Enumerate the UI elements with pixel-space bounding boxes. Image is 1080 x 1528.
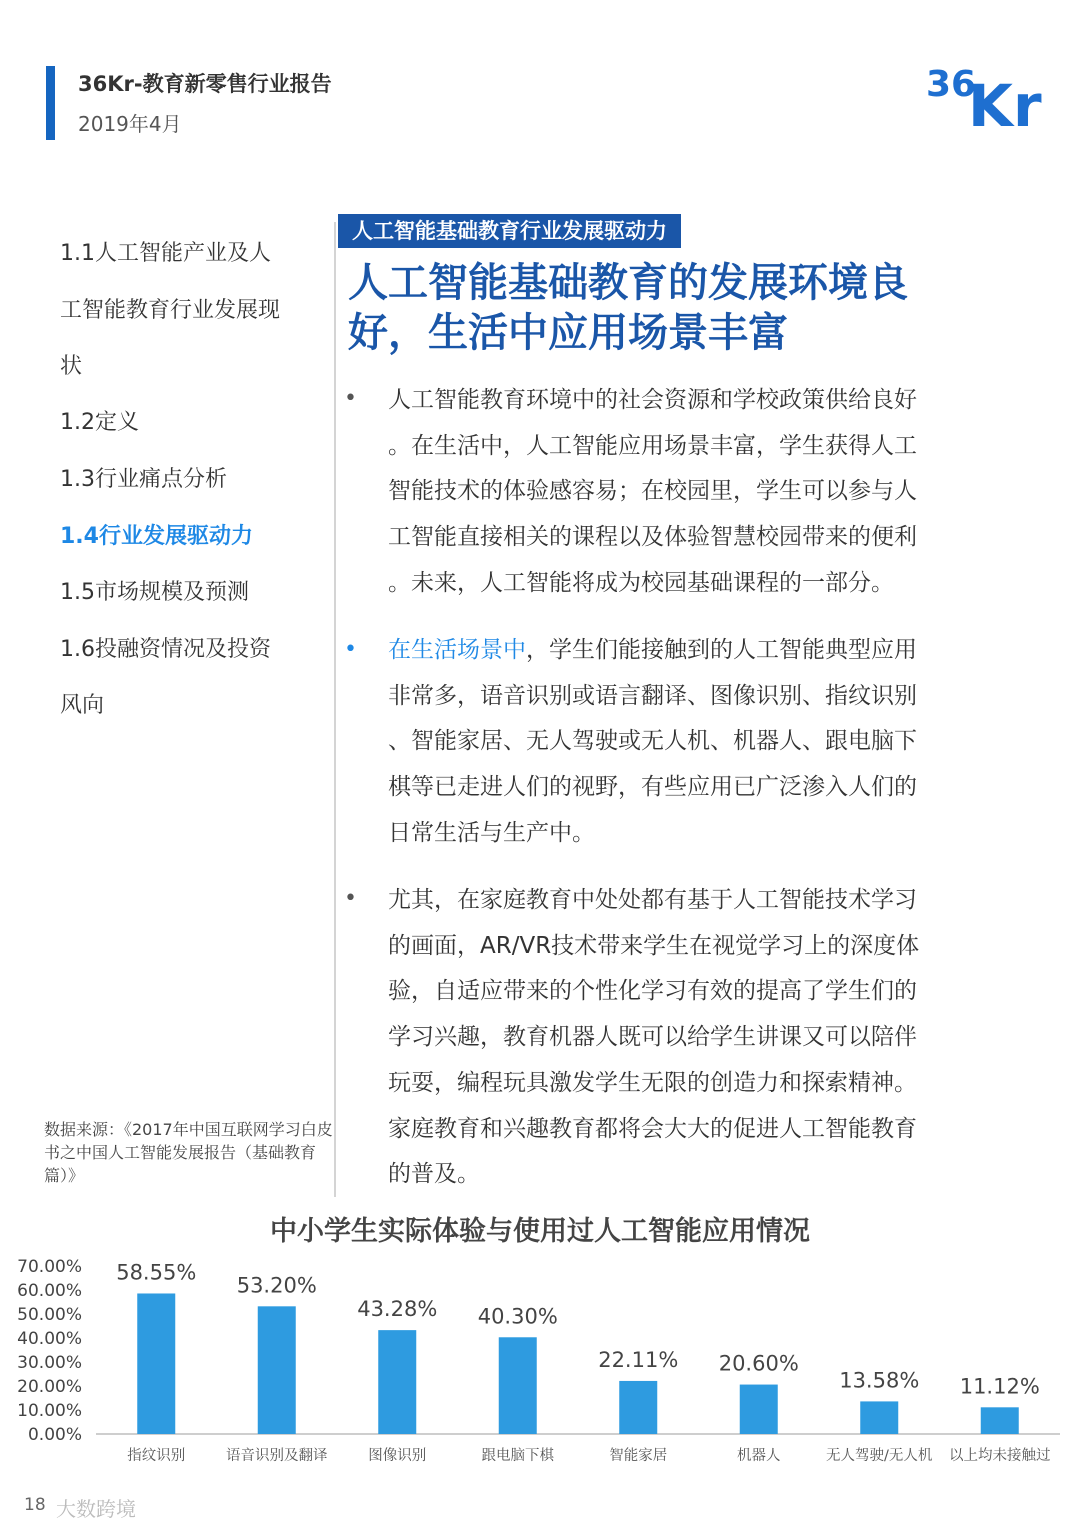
bullet-2-line: 日常生活与生产中。 bbox=[388, 819, 595, 846]
bar-value-label: 40.30% bbox=[477, 1304, 558, 1329]
toc-item[interactable]: 状 bbox=[60, 354, 83, 379]
bullet-2-line bbox=[388, 628, 980, 674]
y-axis-ticks bbox=[17, 1257, 82, 1445]
36kr-logo-icon bbox=[922, 58, 1042, 130]
category-label: 机器人 bbox=[737, 1448, 781, 1464]
svg-text:Kr: Kr bbox=[968, 72, 1042, 130]
bar-value-label: 53.20% bbox=[236, 1273, 317, 1298]
category-label: 智能家居 bbox=[609, 1448, 668, 1464]
ai-usage-bar-chart bbox=[0, 1200, 1080, 1500]
bullet-3-line: 验，自适应带来的个性化学习有效的提高了学生们的 bbox=[388, 978, 917, 1005]
bullet-2-text bbox=[388, 628, 980, 857]
bar-value-label: 43.28% bbox=[357, 1297, 438, 1322]
bar bbox=[499, 1337, 537, 1434]
y-tick-label: 10.00% bbox=[17, 1401, 82, 1421]
toc-item[interactable]: 风向 bbox=[60, 693, 105, 718]
section-heading bbox=[348, 258, 1038, 358]
bullet-3-line: 尤其，在家庭教育中处处都有基于人工智能技术学习 bbox=[388, 887, 917, 913]
category-label: 以上均未接触过 bbox=[949, 1448, 1051, 1464]
y-tick-label: 0.00% bbox=[27, 1425, 82, 1445]
bullet-3-line: 家庭教育和兴趣教育都将会大大的促进人工智能教育 bbox=[388, 1115, 917, 1142]
category-label: 无人驾驶/无人机 bbox=[826, 1448, 933, 1464]
bullet-3-line: 的普及。 bbox=[388, 1161, 480, 1188]
bullet-1-line: 。未来，人工智能将成为校园基础课程的一部分。 bbox=[388, 569, 894, 596]
toc-item[interactable]: 1.1人工智能产业及人 bbox=[60, 241, 271, 266]
bar bbox=[860, 1401, 898, 1434]
bullet-2-line: 、智能家居、无人驾驶或无人机、机器人、跟电脑下 bbox=[388, 728, 917, 755]
bar bbox=[740, 1385, 778, 1434]
report-title: 36Kr-教育新零售行业报告 bbox=[78, 72, 332, 96]
bullet-1-text bbox=[388, 378, 980, 607]
bullet-1-line: 人工智能教育环境中的社会资源和学校政策供给良好 bbox=[388, 387, 917, 413]
bullet-1-line: 。在生活中，人工智能应用场景丰富，学生获得人工 bbox=[388, 432, 917, 459]
watermark: 大数跨境 bbox=[56, 1497, 136, 1521]
bullet-2-line: 非常多，语音识别或语言翻译、图像识别、指纹识别 bbox=[388, 682, 917, 709]
y-tick-label: 60.00% bbox=[17, 1281, 82, 1301]
toc-item[interactable]: 1.5市场规模及预测 bbox=[60, 580, 249, 605]
toc-item[interactable]: 1.3行业痛点分析 bbox=[60, 467, 227, 492]
bullet-1-line: 智能技术的体验感容易；在校园里，学生可以参与人 bbox=[388, 478, 917, 505]
bullet-3-line: 的画面，AR/VR技术带来学生在视觉学习上的深度体 bbox=[388, 932, 920, 959]
bullet-3-marker: • bbox=[344, 886, 357, 911]
bar bbox=[619, 1381, 657, 1434]
value-labels bbox=[116, 1260, 1040, 1398]
bullet-3-line: 学习兴趣，教育机器人既可以给学生讲课又可以陪伴 bbox=[388, 1024, 917, 1051]
bullet-3-text bbox=[388, 878, 980, 1198]
y-tick-label: 20.00% bbox=[17, 1377, 82, 1397]
category-label: 跟电脑下棋 bbox=[481, 1448, 554, 1464]
bar-value-label: 13.58% bbox=[839, 1368, 920, 1393]
y-tick-label: 30.00% bbox=[17, 1353, 82, 1373]
y-tick-label: 50.00% bbox=[17, 1305, 82, 1325]
svg-text:36: 36 bbox=[926, 64, 977, 105]
category-label: 指纹识别 bbox=[127, 1448, 186, 1464]
bar-value-label: 11.12% bbox=[959, 1374, 1040, 1399]
report-date: 2019年4月 bbox=[78, 112, 182, 136]
bar-value-label: 20.60% bbox=[718, 1351, 799, 1376]
category-labels bbox=[127, 1446, 1050, 1464]
toc-item-active[interactable]: 1.4行业发展驱动力 bbox=[60, 524, 253, 549]
bar bbox=[981, 1407, 1019, 1434]
chart-title: 中小学生实际体验与使用过人工智能应用情况 bbox=[270, 1216, 810, 1247]
category-label: 图像识别 bbox=[368, 1448, 427, 1464]
bar bbox=[258, 1306, 296, 1434]
bar-value-label: 22.11% bbox=[598, 1347, 679, 1372]
toc-item[interactable]: 1.2定义 bbox=[60, 410, 139, 435]
y-tick-label: 40.00% bbox=[17, 1329, 82, 1349]
bar bbox=[378, 1330, 416, 1434]
bullet-2-line: 棋等已走进人们的视野，有些应用已广泛渗入人们的 bbox=[388, 774, 917, 801]
section-heading-line-1: 人工智能基础教育的发展环境良 bbox=[348, 260, 908, 306]
bullet-3-line: 玩耍，编程玩具激发学生无限的创造力和探索精神。 bbox=[388, 1069, 917, 1096]
column-divider bbox=[334, 222, 336, 1197]
bar-series bbox=[137, 1293, 1019, 1434]
bullet-2-line-rest: ，学生们能接触到的人工智能典型应用 bbox=[526, 637, 917, 663]
section-heading-line-2: 好，生活中应用场景丰富 bbox=[348, 310, 788, 356]
bullet-2-marker: • bbox=[344, 637, 357, 662]
header-accent-bar bbox=[46, 66, 55, 140]
bullet-1-line: 工智能直接相关的课程以及体验智慧校园带来的便利 bbox=[388, 524, 917, 551]
category-label: 语音识别及翻译 bbox=[226, 1448, 328, 1464]
toc-item[interactable]: 1.6投融资情况及投资 bbox=[60, 637, 271, 662]
section-tag: 人工智能基础教育行业发展驱动力 bbox=[338, 214, 681, 248]
bullet-2-highlight: 在生活场景中 bbox=[388, 637, 526, 663]
bar-value-label: 58.55% bbox=[116, 1260, 197, 1285]
bullet-1-marker: • bbox=[344, 386, 357, 411]
toc-item[interactable]: 工智能教育行业发展现 bbox=[60, 298, 281, 323]
bar bbox=[137, 1293, 175, 1434]
page-number: 18 bbox=[24, 1495, 46, 1515]
y-tick-label: 70.00% bbox=[17, 1257, 82, 1277]
source-note: 数据来源：《2017年中国互联网学习白皮书之中国人工智能发展报告（基础教育篇）》 bbox=[44, 1120, 333, 1185]
